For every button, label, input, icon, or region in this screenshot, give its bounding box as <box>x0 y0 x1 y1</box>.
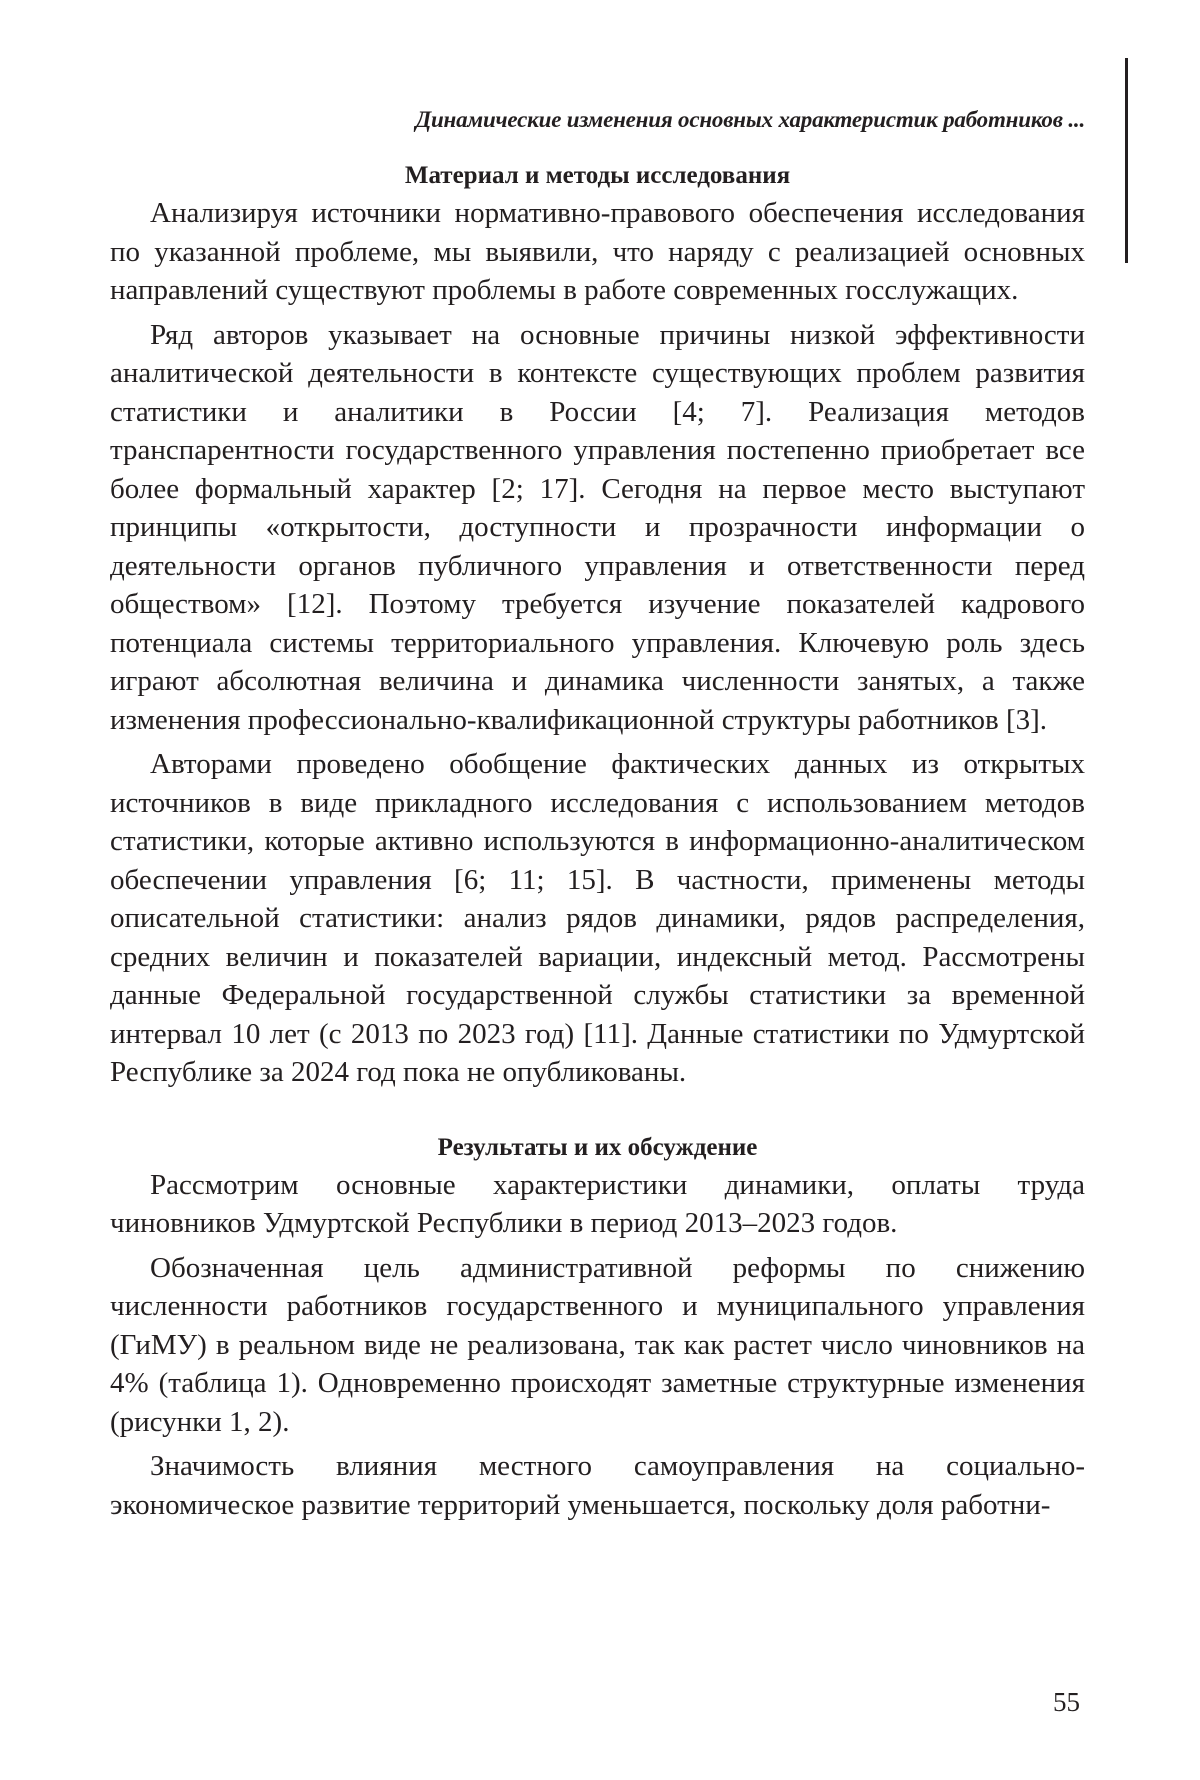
paragraph: Значимость влияния местного самоуправления на социально-экономическое развитие территорий уменьшается, поскольку доля работни- <box>110 1447 1085 1524</box>
section-title: Материал и методы исследования <box>110 160 1085 192</box>
running-head: Динамические изменения основных характеристик работников ... <box>110 104 1085 136</box>
section-results-discussion <box>110 1132 1085 1525</box>
margin-rule <box>1125 58 1128 263</box>
paragraph: Анализируя источники нормативно-правового обеспечения исследования по указанной проблеме, мы выявили, что наряду с реализацией основных направлений существуют проблемы в работе современных госслужащих. <box>110 194 1085 310</box>
paragraph: Рассмотрим основные характеристики динамики, оплаты труда чиновников Удмуртской Республики в период 2013–2023 годов. <box>110 1166 1085 1243</box>
paragraph: Обозначенная цель административной реформы по снижению численности работников государственного и муниципального управления (ГиМУ) в реальном виде не реализована, так как растет число чиновников на 4% (таблица 1). Одновременно происходят заметные структурные изменения (рисунки 1, 2). <box>110 1249 1085 1442</box>
paragraph: Авторами проведено обобщение фактических данных из открытых источников в виде прикладного исследования с использованием методов статистики, которые активно используются в информационно-аналитическом обеспечении управления [6; 11; 15]. В частности, применены методы описательной статистики: анализ рядов динамики, рядов распределения, средних величин и показателей вариации, индексный метод. Рассмотрены данные Федеральной государственной службы статистики за временной интервал 10 лет (с 2013 по 2023 год) [11]. Данные статистики по Удмуртской Республике за 2024 год пока не опубликованы. <box>110 745 1085 1092</box>
section-materials-methods <box>110 160 1085 1092</box>
page-number: 55 <box>1053 1686 1080 1718</box>
paragraph: Ряд авторов указывает на основные причины низкой эффективности аналитической деятельности в контексте существующих проблем развития статистики и аналитики в России [4; 7]. Реализация методов транспарентности государственного управления постепенно приобретает все более формальный характер [2; 17]. Сегодня на первое место выступают принципы «открытости, доступности и прозрачности информации о деятельности органов публичного управления и ответственности перед обществом» [12]. Поэтому требуется изучение показателей кадрового потенциала системы территориального управления. Ключевую роль здесь играют абсолютная величина и динамика численности занятых, а также изменения профессионально-квалификационной структуры работников [3]. <box>110 316 1085 740</box>
section-title: Результаты и их обсуждение <box>110 1132 1085 1164</box>
page-body <box>110 104 1085 1530</box>
